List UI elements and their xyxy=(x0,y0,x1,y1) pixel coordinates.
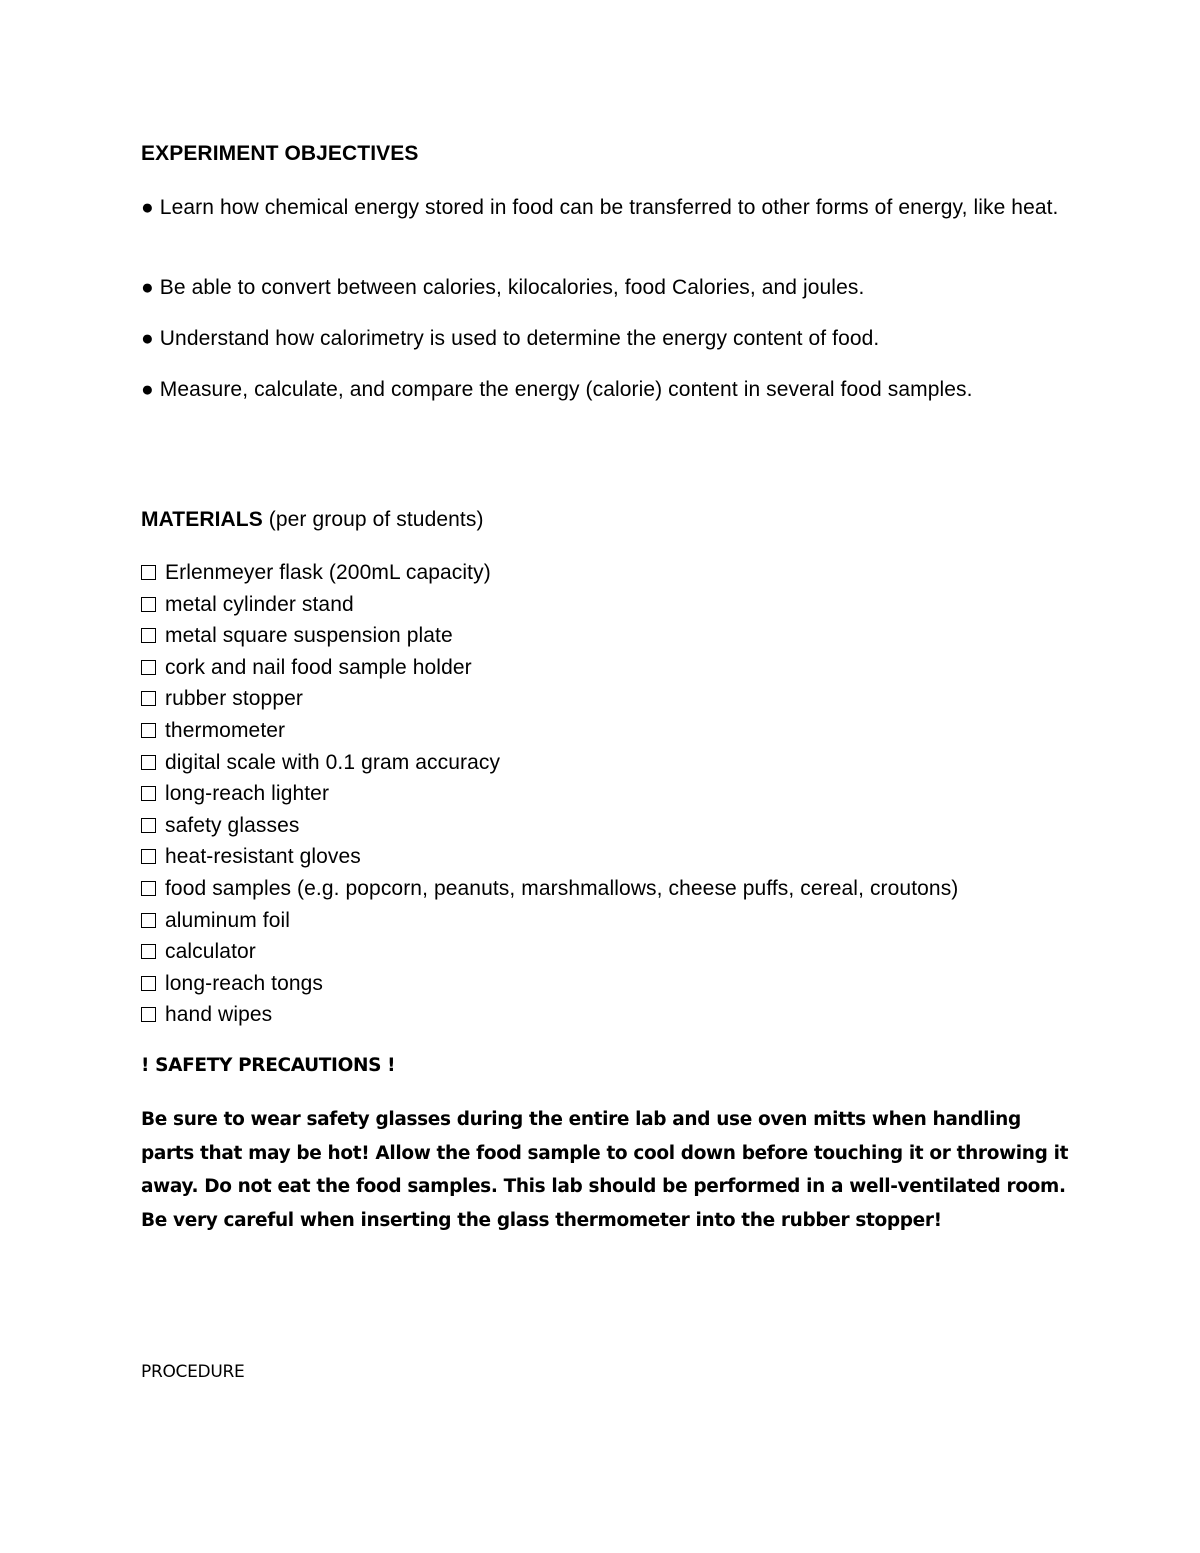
material-text: thermometer xyxy=(165,718,286,742)
objective-item xyxy=(141,272,1071,303)
material-text: digital scale with 0.1 gram accuracy xyxy=(165,750,501,774)
objective-text: Be able to convert between calories, kilocalories, food Calories, and joules. xyxy=(159,276,865,299)
list-item xyxy=(141,999,958,1031)
checkbox-icon xyxy=(141,944,156,959)
checkbox-icon xyxy=(141,786,156,801)
materials-heading-line xyxy=(141,508,484,532)
checkbox-icon xyxy=(141,881,156,896)
material-text: food samples (e.g. popcorn, peanuts, marshmallows, cheese puffs, cereal, croutons) xyxy=(165,876,959,900)
list-item xyxy=(141,968,958,1000)
objective-text: Measure, calculate, and compare the energy (calorie) content in several food samples. xyxy=(159,378,973,401)
material-text: long-reach tongs xyxy=(165,971,324,995)
material-text: safety glasses xyxy=(165,813,300,837)
checkbox-icon xyxy=(141,849,156,864)
list-item xyxy=(141,905,958,937)
checkbox-icon xyxy=(141,976,156,991)
objective-item xyxy=(141,323,1071,354)
list-item xyxy=(141,557,958,589)
materials-heading: MATERIALS xyxy=(141,508,263,531)
material-text: long-reach lighter xyxy=(165,782,330,806)
bullet-icon: ● xyxy=(141,378,154,401)
safety-text: Be sure to wear safety glasses during the entire lab and use oven mitts when handling parts that may be hot! Allow the food sample to cool down before touching it or throwing it away. Do not eat the food samples. This lab should be performed in a well-ventilated room. Be very careful when inserting the glass thermometer into the rubber stopper! xyxy=(141,1109,1069,1231)
material-text: metal cylinder stand xyxy=(165,592,354,616)
checkbox-icon xyxy=(141,1007,156,1022)
material-text: heat-resistant gloves xyxy=(165,845,361,869)
bullet-icon: ● xyxy=(141,196,154,219)
checkbox-icon xyxy=(141,755,156,770)
list-item xyxy=(141,652,958,684)
list-item xyxy=(141,936,958,968)
list-item xyxy=(141,589,958,621)
checkbox-icon xyxy=(141,628,156,643)
checkbox-icon xyxy=(141,691,156,706)
material-text: Erlenmeyer flask (200mL capacity) xyxy=(165,561,491,584)
material-text: rubber stopper xyxy=(165,687,303,711)
list-item xyxy=(141,810,958,842)
material-text: calculator xyxy=(165,940,256,964)
material-text: aluminum foil xyxy=(165,908,291,932)
objective-text: Understand how calorimetry is used to determine the energy content of food. xyxy=(159,327,880,350)
material-text: metal square suspension plate xyxy=(165,624,453,648)
objectives-heading: EXPERIMENT OBJECTIVES xyxy=(141,142,419,165)
checkbox-icon xyxy=(141,913,156,928)
list-item xyxy=(141,683,958,715)
list-item xyxy=(141,747,958,779)
material-text: hand wipes xyxy=(165,1003,273,1027)
procedure-heading: PROCEDURE xyxy=(141,1362,245,1382)
objective-text: Learn how chemical energy stored in food can be transferred to other forms of energy, like heat. xyxy=(159,196,1059,219)
safety-heading: ! SAFETY PRECAUTIONS ! xyxy=(141,1055,396,1076)
objective-item xyxy=(141,374,991,405)
materials-list xyxy=(141,557,958,1031)
checkbox-icon xyxy=(141,660,156,675)
checkbox-icon xyxy=(141,597,156,612)
material-text: cork and nail food sample holder xyxy=(165,655,472,679)
list-item xyxy=(141,778,958,810)
checkbox-icon xyxy=(141,723,156,738)
list-item xyxy=(141,715,958,747)
checkbox-icon xyxy=(141,818,156,833)
list-item xyxy=(141,873,958,905)
checkbox-icon xyxy=(141,565,156,580)
list-item xyxy=(141,841,958,873)
bullet-icon: ● xyxy=(141,327,154,350)
materials-subheading: (per group of students) xyxy=(268,508,484,531)
bullet-icon: ● xyxy=(141,276,154,299)
objective-item xyxy=(141,192,1071,223)
list-item xyxy=(141,620,958,652)
